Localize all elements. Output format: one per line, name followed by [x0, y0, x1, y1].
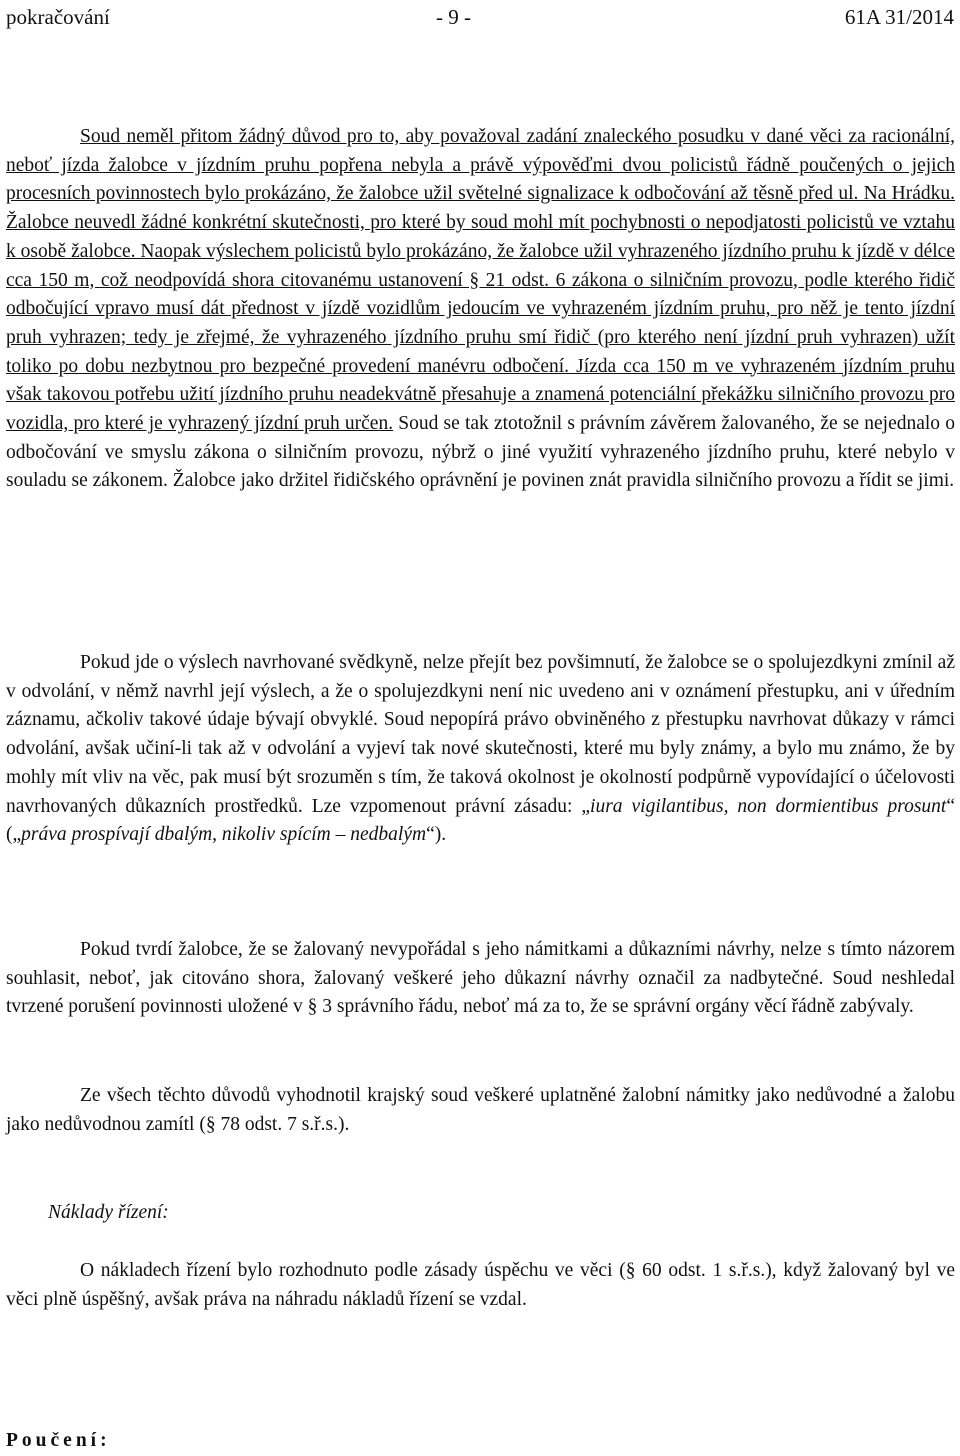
maxim-translation: práva prospívají dbalým, nikoliv spícím – nedbalým	[21, 824, 427, 846]
paragraph-costs: O nákladech řízení bylo rozhodnuto podle zásady úspěchu ve věci (§ 60 odst. 1 s.ř.s.), když žalovaný byl ve věci plně úspěšný, avšak práva na náhradu nákladů řízení se vzdal.	[6, 1260, 955, 1310]
paragraph-evidence-proposals: Pokud tvrdí žalobce, že se žalovaný nevypořádal s jeho námitkami a důkazními návrhy, nelze s tímto názorem souhlasit, neboť, jak citováno shora, žalovaný veškeré jeho důkazní návrhy označil za nadbytečné. Soud neshledal tvrzené porušení povinnosti uložené v § 3 správního řádu, neboť má za to, že se správní orgány věcí řádně zabývaly.	[6, 939, 955, 1018]
paragraph-witness	[6, 649, 955, 850]
latin-maxim: iura vigilantibus, non dormientibus prosunt	[590, 795, 947, 817]
paragraph-text: Pokud jde o výslech navrhované svědkyně, nelze přejít bez povšimnutí, že žalobce se o spolujezdkyni zmínil až v odvolání, v němž navrhl její výslech, a že o spolujezdkyni není nic uvedeno ani v oznámení přestupku, ani v úředním záznamu, ačkoliv takové údaje bývají obvyklé. Soud nepopírá právo obviněného z přestupku navrhovat důkazy v rámci odvolání, avšak učiní-li tak až v odvolání a vyjeví tak nové skutečnosti, které mu byly známy, a bylo mu známo, že by mohly mít vliv na věc, pak musí být srozuměn s tím, že taková okolnost je okolností podpůrně vypovídající o účelovosti navrhovaných důkazních prostředků. Lze vzpomenout právní zásadu: „	[6, 652, 955, 817]
paragraph-conclusion: Ze všech těchto důvodů vyhodnotil krajský soud veškeré uplatněné žalobní námitky jako nedůvodné a žalobu jako nedůvodnou zamítl (§ 78 odst. 7 s.ř.s.).	[6, 1085, 955, 1135]
paragraph-text: “).	[426, 824, 447, 846]
heading-costs: Náklady řízení:	[48, 1202, 169, 1223]
underlined-passage: Soud neměl přitom žádný důvod pro to, aby považoval zadání znaleckého posudku v dané věci za racionální, neboť jízda žalobce v jízdním pruhu popřena nebyla a právě výpověďmi dvou policistů řádně poučených o jejich procesních povinnostech bylo prokázáno, že žalobce užil světelné signalizace k odbočování až těsně před ul. Na Hrádku. Žalobce neuvedl žádné konkrétní skutečnosti, pro které by soud mohl mít pochybnosti o nepodjatosti policistů ve vztahu k osobě žalobce. Naopak výslechem policistů bylo prokázáno, že žalobce užil vyhrazeného jízdního pruhu k jízdě v délce cca 150 m, což neodpovídá shora citovanému ustanovení § 21 odst. 6 zákona o silničním provozu, podle kterého řidič odbočující vpravo musí dát přednost v jízdě vozidlům jedoucím ve vyhrazeném jízdním pruhu, pro něž je tento jízdní pruh vyhrazen; tedy je zřejmé, že vyhrazeného jízdního pruhu smí řidič (pro kterého není jízdní pruh vyhrazen) užít toliko po dobu nezbytnou pro bezpečné provedení manévru odbočení. Jízda cca 150 m ve vyhrazeném jízdním pruhu však takovou potřebu užití jízdního pruhu neadekvátně přesahuje a znamená potenciální překážku silničního provozu pro vozidla, pro které je vyhrazený jízdní pruh určen.	[6, 126, 955, 435]
paragraph-expert-opinion	[6, 123, 955, 496]
case-number: 61A 31/2014	[844, 5, 954, 29]
heading-instruction: Poučení:	[6, 1430, 111, 1451]
paragraph-text: “ („	[6, 795, 955, 846]
paragraph-text: Soud se tak ztotožnil s právním závěrem žalovaného, že se nejednalo o odbočování ve smyslu zákona o silničním provozu, nýbrž o jiné využití vyhrazeného jízdního pruhu, které nebylo v souladu se zákonem. Žalobce jako držitel řidičského oprávnění je povinen znát pravidla silničního provozu a řídit se jimi.	[6, 413, 955, 492]
page-header	[6, 4, 954, 30]
page-number: - 9 -	[436, 5, 471, 29]
header-continuation: pokračování	[6, 5, 110, 29]
